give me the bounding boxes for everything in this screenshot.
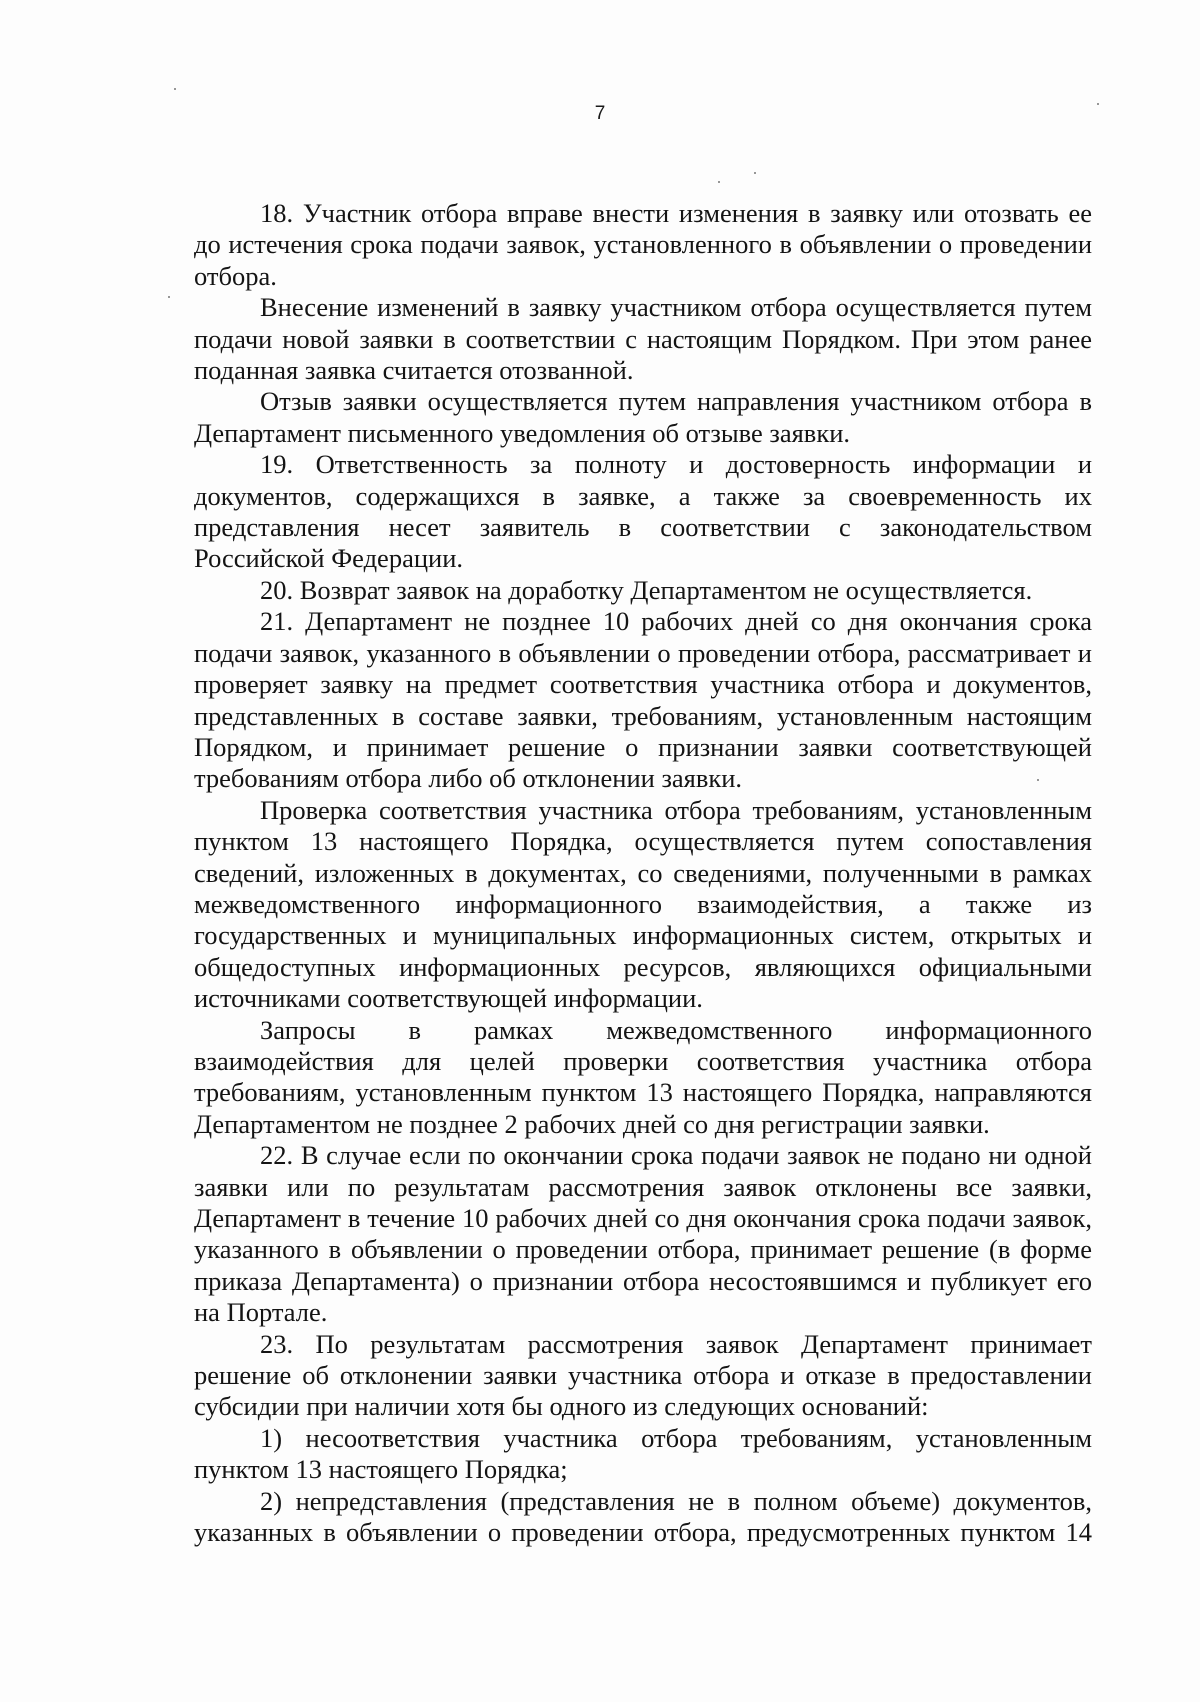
- paragraph-21-requests: Запросы в рамках межведомственного информационного взаимодействия для целей проверки соответствия участника отбора требованиям, установленным пунктом 13 настоящего Порядка, направляются Департаментом не позднее 2 рабочих дней со дня регистрации заявки.: [194, 1014, 1092, 1139]
- paragraph-23: 23. По результатам рассмотрения заявок Департамент принимает решение об отклонении заявки участника отбора и отказе в предоставлении субсидии при наличии хотя бы одного из следующих оснований:: [194, 1328, 1092, 1422]
- paragraph-21-verification: Проверка соответствия участника отбора требованиям, установленным пунктом 13 настоящего Порядка, осуществляется путем сопоставления сведений, изложенных в документах, со сведениями, полученными в рамках межведомственного информационного взаимодействия, а также из государственных и муниципальных информационных систем, открытых и общедоступных информационных ресурсов, являющихся официальными источниками соответствующей информации.: [194, 794, 1092, 1014]
- paragraph-22: 22. В случае если по окончании срока подачи заявок не подано ни одной заявки или по результатам рассмотрения заявок отклонены все заявки, Департамент в течение 10 рабочих дней со дня окончания срока подачи заявок, указанного в объявлении о проведении отбора, принимает решение (в форме приказа Департамента) о признании отбора несостоявшимся и публикует его на Портале.: [194, 1140, 1092, 1328]
- paragraph-18-changes: Внесение изменений в заявку участником отбора осуществляется путем подачи новой заявки в соответствии с настоящим Порядком. При этом ранее поданная заявка считается отозванной.: [194, 292, 1092, 386]
- paragraph-19: 19. Ответственность за полноту и достоверность информации и документов, содержащихся в заявке, а также за своевременность их представления несет заявитель в соответствии с законодательством Российской Федерации.: [194, 449, 1092, 574]
- paragraph-21: 21. Департамент не позднее 10 рабочих дней со дня окончания срока подачи заявок, указанного в объявлении о проведении отбора, рассматривает и проверяет заявку на предмет соответствия участника отбора и документов, представленных в составе заявки, требованиям, установленным настоящим Порядком, и принимает решение о признании заявки соответствующей требованиям отбора либо об отклонении заявки.: [194, 606, 1092, 794]
- scan-speck: [168, 296, 170, 298]
- document-body: [194, 198, 1092, 1548]
- scan-speck: [718, 181, 720, 183]
- paragraph-23-item-2: 2) непредставления (представления не в полном объеме) документов, указанных в объявлении о проведении отбора, предусмотренных пунктом 14: [194, 1485, 1092, 1548]
- paragraph-23-item-1: 1) несоответствия участника отбора требованиям, установленным пунктом 13 настоящего Порядка;: [194, 1422, 1092, 1485]
- scan-speck: [174, 88, 176, 90]
- scan-speck: [1097, 103, 1099, 105]
- paragraph-18: 18. Участник отбора вправе внести изменения в заявку или отозвать ее до истечения срока подачи заявок, установленного в объявлении о проведении отбора.: [194, 198, 1092, 291]
- paragraph-18-withdrawal: Отзыв заявки осуществляется путем направления участником отбора в Департамент письменного уведомления об отзыве заявки.: [194, 386, 1092, 448]
- page-number: 7: [594, 103, 606, 124]
- paragraph-20: 20. Возврат заявок на доработку Департаментом не осуществляется.: [260, 574, 1033, 605]
- scan-speck: [1037, 779, 1039, 781]
- scan-speck: [754, 172, 756, 174]
